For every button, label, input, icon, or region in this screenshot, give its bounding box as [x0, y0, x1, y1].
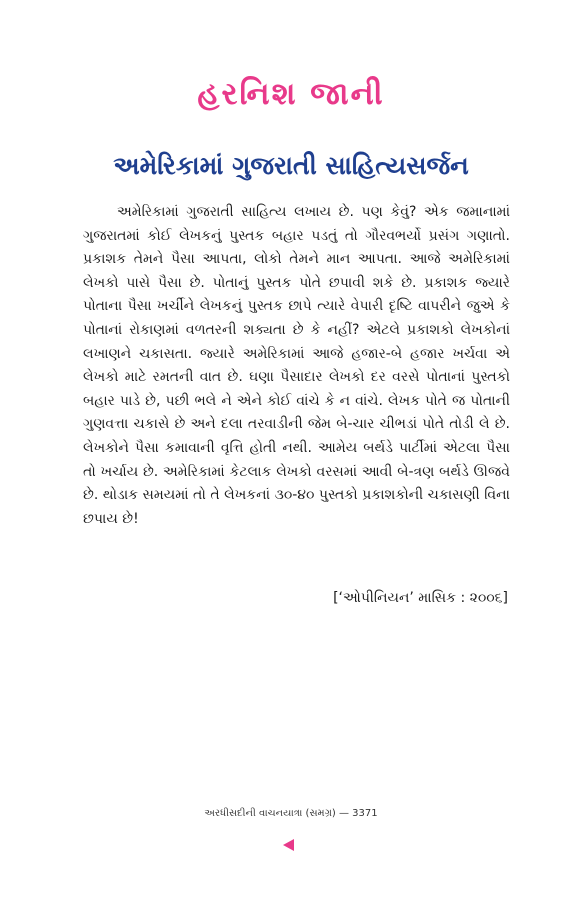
page-footer: અરધીસદીની વાચનયાત્રા (સમગ્ર) — 3371	[204, 808, 378, 819]
left-triangle-arrow-icon[interactable]	[283, 839, 294, 851]
author-name: હરનિશ જાની	[197, 76, 385, 112]
article-body: અમેરિકામાં ગુજરાતી સાહિત્ય લખાય છે. પણ કેવું? એક જમાનામાં ગુજરાતમાં કોઈ લેખકનું પુસ્તક બહાર પડતું તો ગૌરવભર્યો પ્રસંગ ગણાતો. પ્રકાશક તેમને પૈસા આપતા, લોકો તેમને માન આપતા. આજે અમેરિકામાં લેખકો પાસે પૈસા છે. પોતાનું પુસ્તક પોતે છપાવી શકે છે. પ્રકાશક જ્યારે પોતાના પૈસા ખર્ચીને લેખકનું પુસ્તક છાપે ત્યારે વેપારી દૃષ્ટિ વાપરીને જુએ કે પોતાનાં રોકાણમાં વળતરની શક્યતા છે કે નહીં? એટલે પ્રકાશકો લેખકોનાં લખાણને ચકાસતા. જ્યારે અમેરિકામાં આજે હજાર-બે હજાર ખર્ચવા એ લેખકો માટે રમતની વાત છે. ઘણા પૈસાદાર લેખકો દર વરસે પોતાનાં પુસ્તકો બહાર પાડે છે, પછી ભલે ને એને કોઈ વાંચે કે ન વાંચે. લેખક પોતે જ પોતાની ગુણવત્તા ચકાસે છે અને દલા તરવાડીની જેમ બે-ચાર ચીભડાં પોતે તોડી લે છે. લેખકોને પૈસા કમાવાની વૃત્તિ હોતી નથી. આમેય બર્થડે પાર્ટીમાં એટલા પૈસા તો ખર્ચાય છે. અમેરિકામાં કેટલાક લેખકો વરસમાં આવી બે-ત્રણ બર્થડે ઊજવે છે. થોડાક સમયમાં તો તે લેખકનાં ૩૦-૪૦ પુસ્તકો પ્રકાશકોની ચકાસણી વિના છપાય છે!	[83, 204, 510, 527]
source-citation: [‘ઓપીનિયન’ માસિક : ૨૦૦૬]	[333, 590, 508, 606]
article-title: અમેરિકામાં ગુજરાતી સાહિત્યસર્જન	[113, 151, 469, 180]
